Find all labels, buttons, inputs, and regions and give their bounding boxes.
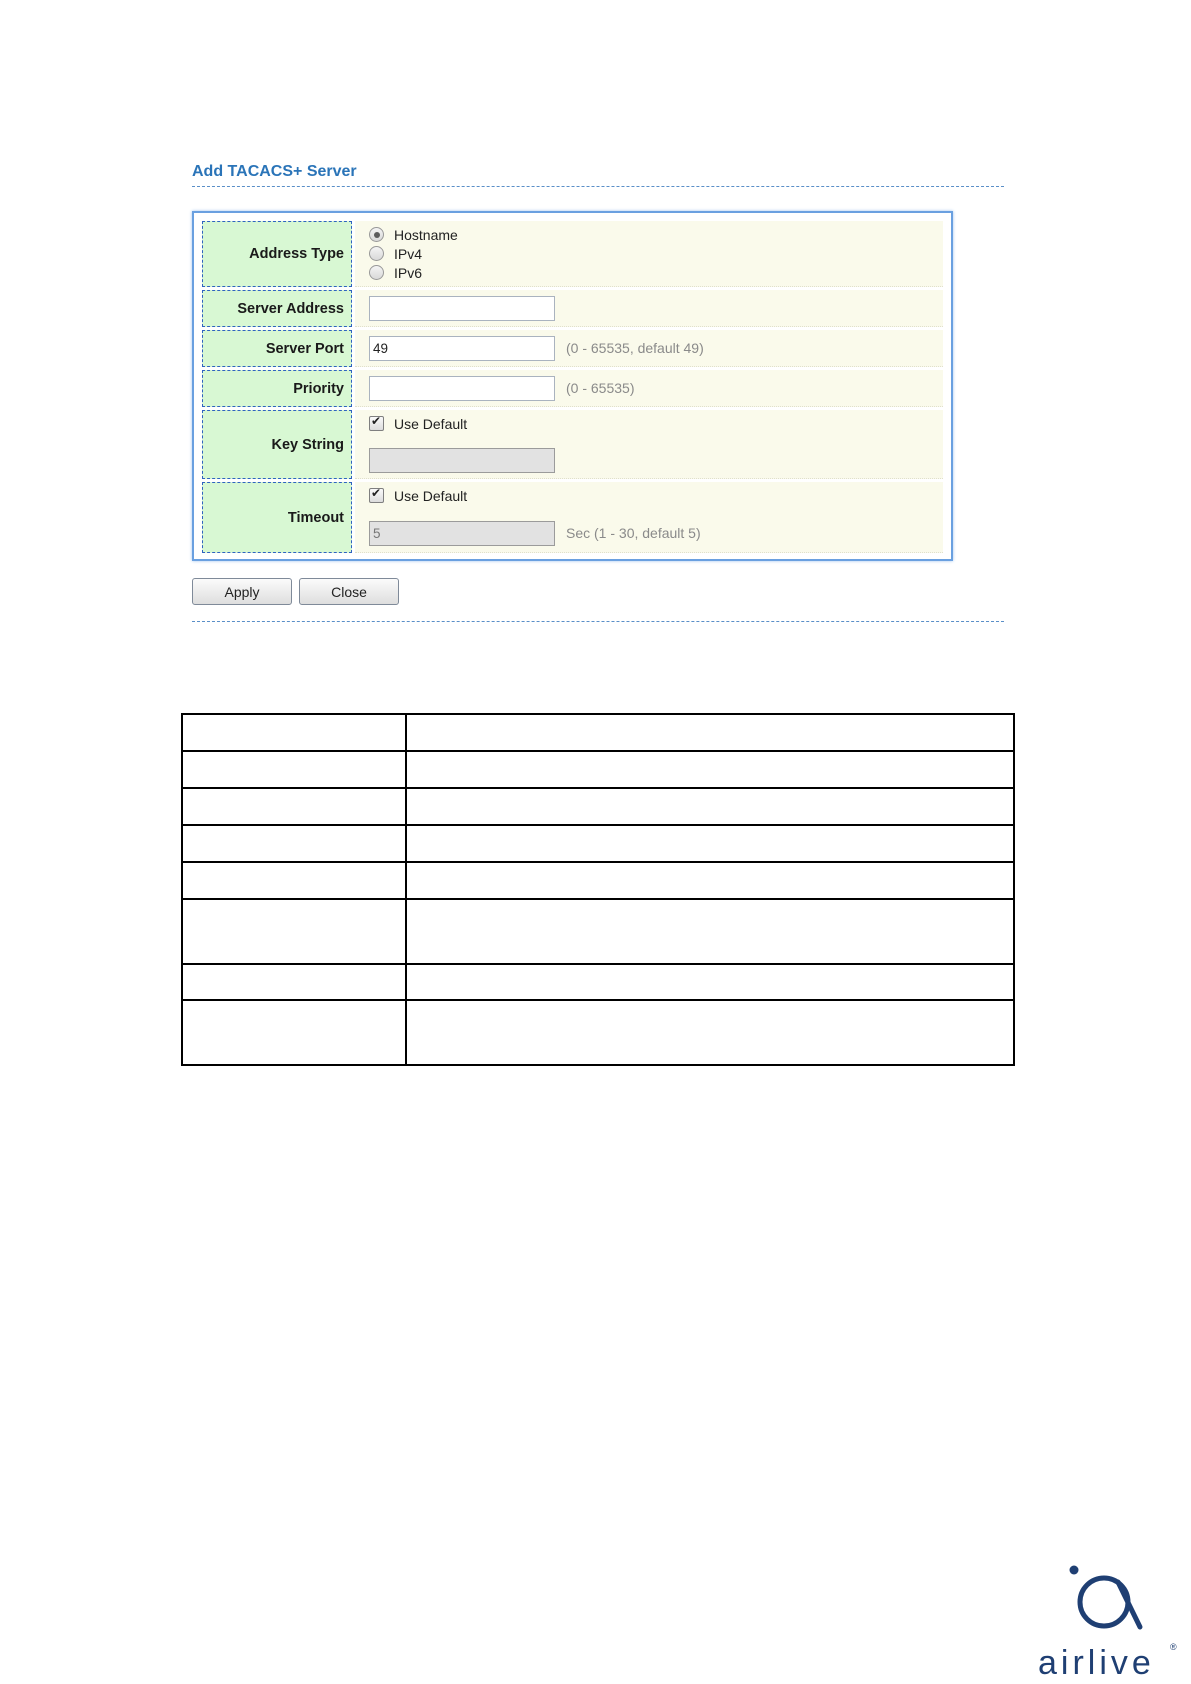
logo-registered-icon: ®	[1170, 1642, 1177, 1652]
server-port-hint: (0 - 65535, default 49)	[566, 340, 704, 356]
key-string-row	[202, 410, 943, 479]
key-string-input[interactable]	[369, 448, 555, 473]
server-address-label: Server Address	[237, 300, 344, 317]
priority-label: Priority	[293, 380, 344, 397]
radio-ipv6[interactable]: IPv6	[369, 265, 422, 281]
table-row	[182, 1000, 1014, 1065]
apply-button[interactable]: Apply	[192, 578, 292, 605]
table-row	[182, 714, 1014, 751]
timeout-hint: Sec (1 - 30, default 5)	[566, 525, 701, 541]
bottom-divider	[192, 621, 1004, 622]
timeout-label: Timeout	[287, 509, 344, 526]
table-row	[182, 751, 1014, 788]
radio-hostname[interactable]: Hostname	[369, 227, 458, 243]
logo-wordmark: airlive	[1038, 1644, 1155, 1682]
table-row	[182, 964, 1014, 1000]
server-port-row	[202, 330, 943, 367]
description-table	[181, 713, 1015, 1066]
logo-dot	[1070, 1566, 1079, 1575]
add-server-form	[192, 211, 953, 561]
panel-title: Add TACACS+ Server	[192, 163, 357, 180]
server-port-input[interactable]	[369, 336, 555, 361]
checkbox-checked-icon[interactable]	[369, 488, 384, 503]
table-row	[182, 899, 1014, 964]
timeout-use-default[interactable]: ✔Use Default	[369, 488, 467, 504]
timeout-input[interactable]	[369, 521, 555, 546]
airlive-logo	[1036, 1564, 1182, 1684]
radio-unselected-icon[interactable]	[369, 265, 384, 280]
checkbox-checked-icon[interactable]	[369, 416, 384, 431]
server-port-label: Server Port	[265, 340, 344, 357]
radio-selected-icon[interactable]	[369, 227, 384, 242]
address-type-label: Address Type	[249, 246, 344, 262]
table-row	[182, 862, 1014, 899]
radio-ipv4[interactable]: IPv4	[369, 246, 422, 262]
close-button[interactable]: Close	[299, 578, 399, 605]
server-address-input[interactable]	[369, 296, 555, 321]
key-string-use-default[interactable]: ✔Use Default	[369, 416, 467, 432]
address-type-row	[202, 221, 943, 287]
table-row	[182, 825, 1014, 862]
top-divider	[192, 186, 1004, 187]
radio-unselected-icon[interactable]	[369, 246, 384, 261]
timeout-row	[202, 482, 943, 553]
table-row	[182, 788, 1014, 825]
key-string-label: Key String	[271, 436, 344, 453]
priority-hint: (0 - 65535)	[566, 380, 635, 396]
server-address-row	[202, 290, 943, 327]
priority-input[interactable]	[369, 376, 555, 401]
priority-row	[202, 370, 943, 407]
